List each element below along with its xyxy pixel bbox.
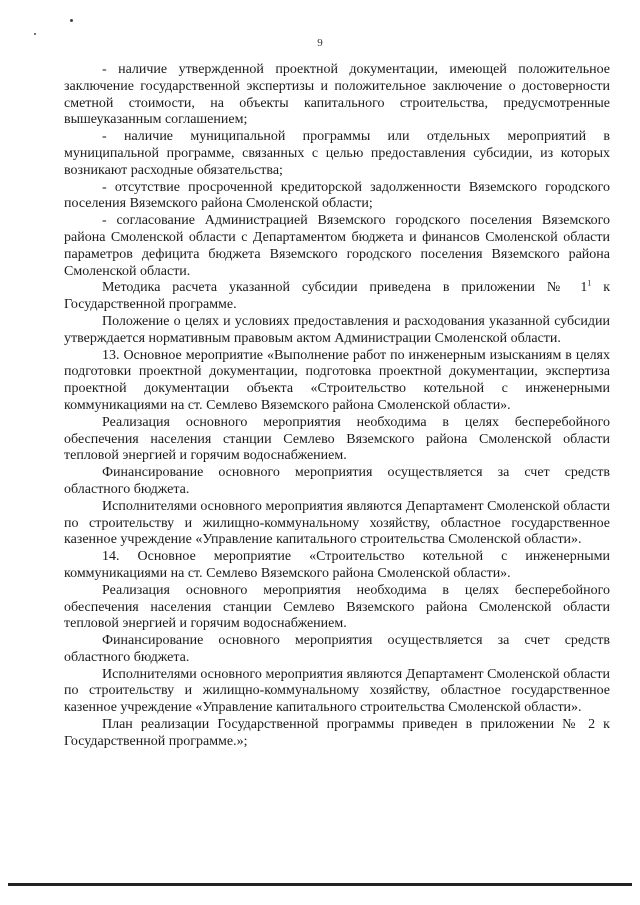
paragraph: Исполнителями основного мероприятия являются Департамент Смоленской области по строительству и жилищно-коммунальному хозяйству, областное государственное казенное учреждение «Управление капитального строительства Смоленской области». [64,498,610,548]
methodology-text-end: к Государственной программе. [64,280,610,313]
bottom-rule [8,883,632,886]
paragraph: План реализации Государственной программы приведен в приложении № 2 к Государственной программе.»; [64,717,610,749]
paragraph: Финансирование основного мероприятия осуществляется за счет средств областного бюджета. [64,465,610,497]
paragraph: Финансирование основного мероприятия осуществляется за счет средств областного бюджета. [64,633,610,665]
paragraph: Реализация основного мероприятия необходима в целях бесперебойного обеспечения населения станции Семлево Вяземского района Смоленской области тепловой энергией и горячим водоснабжением. [64,414,610,464]
paragraph: - наличие муниципальной программы или отдельных мероприятий в муниципальной программе, связанных с целью предоставления субсидии, из которых возникают расходные обязательства; [64,129,610,178]
methodology-text: Методика расчета указанной субсидии приведена в приложении № 1 [102,280,588,296]
paragraph: - наличие утвержденной проектной документации, имеющей положительное заключение государственной экспертизы и положительное заключение о достоверности сметной стоимости, на объекты капитального строительства, предусмотренные вышеуказанным соглашением; [64,62,610,128]
footnote-mark: 1 [587,278,592,288]
paragraph: Реализация основного мероприятия необходима в целях бесперебойного обеспечения населения станции Семлево Вяземского района Смоленской области тепловой энергией и горячим водоснабжением. [64,582,610,632]
paragraph: Положение о целях и условиях предоставления и расходования указанной субсидии утверждается нормативным правовым актом Администрации Смоленской области. [64,313,610,346]
document-body [64,62,610,751]
paragraph: - согласование Администрацией Вяземского городского поселения Вяземского района Смоленской области с Департаментом бюджета и финансов Смоленской области параметров дефицита бюджета Вяземского городского поселения Вяземского района Смоленской области. [64,213,610,279]
scan-speck [34,33,36,35]
paragraph: 14. Основное мероприятие «Строительство котельной с инженерными коммуникациями на ст. Семлево Вяземского района Смоленской области». [64,549,610,581]
paragraph: - отсутствие просроченной кредиторской задолженности Вяземского городского поселения Вяземского района Смоленской области; [64,179,610,212]
paragraph: 13. Основное мероприятие «Выполнение работ по инженерным изысканиям в целях подготовки проектной документации, подготовка проектной документации, экспертиза проектной документации объекта «Строительство котельной с инженерными коммуникациями на ст. Семлево Вяземского района Смоленской области». [64,347,610,413]
page-number: 9 [317,37,323,49]
scan-speck [70,19,73,22]
methodology-paragraph [64,280,610,314]
paragraph: Исполнителями основного мероприятия являются Департамент Смоленской области по строительству и жилищно-коммунальному хозяйству, областное государственное казенное учреждение «Управление капитального строительства Смоленской области». [64,666,610,716]
